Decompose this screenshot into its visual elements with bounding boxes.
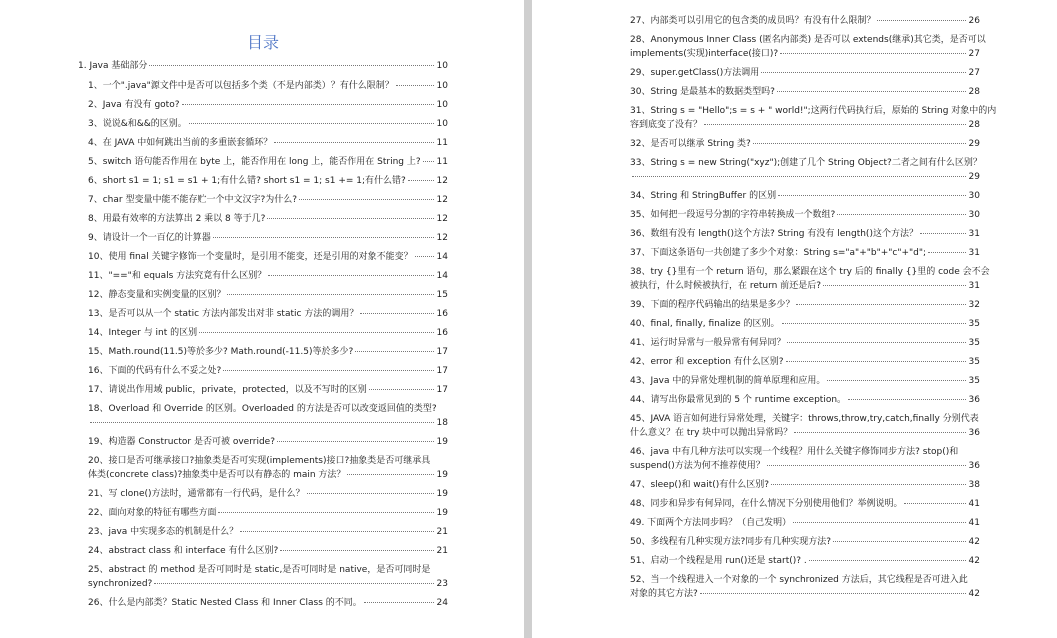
toc-entry-text: 11、"=="和 equals 方法究竟有什么区别？ bbox=[88, 271, 267, 281]
toc-entry-text: 体类(concrete class)?抽象类中是否可以有静态的 main 方法？ bbox=[88, 470, 346, 480]
dot-leader bbox=[928, 252, 965, 253]
toc-entry-text: 5、switch 语句能否作用在 byte 上，能否作用在 long 上，能否作用在 String 上? bbox=[88, 157, 421, 167]
dot-leader bbox=[280, 550, 433, 551]
dot-leader bbox=[360, 313, 433, 314]
toc-entry-text: 44、请写出你最常见到的 5 个 runtime exception。 bbox=[630, 395, 847, 405]
dot-leader bbox=[833, 541, 966, 542]
toc-entry-text: 25、abstract 的 method 是否可同时是 static,是否可同时是 native，是否可同时是 bbox=[88, 565, 431, 575]
dot-leader bbox=[920, 233, 966, 234]
dot-leader bbox=[793, 522, 965, 523]
toc-page-number: 12 bbox=[436, 176, 448, 186]
toc-entry-text: 52、当一个线程进入一个对象的一个 synchronized 方法后，其它线程是否可进入此 bbox=[630, 575, 968, 585]
dot-leader bbox=[199, 332, 433, 333]
toc-entry[interactable] bbox=[78, 435, 448, 449]
toc-entry-text: 14、Integer 与 int 的区别 bbox=[88, 328, 198, 338]
toc-entry[interactable] bbox=[620, 85, 980, 99]
dot-leader bbox=[182, 104, 434, 105]
toc-entry-text: 10、使用 final 关键字修饰一个变量时，是引用不能变，还是引用的对象不能变？ bbox=[88, 252, 413, 262]
dot-leader bbox=[848, 399, 965, 400]
toc-page-number: 38 bbox=[968, 480, 980, 490]
toc-entry-text: 9、请设计一个一百亿的计算器 bbox=[88, 233, 211, 243]
toc-entry[interactable] bbox=[620, 246, 980, 260]
toc-entry-text: 7、char 型变量中能不能存贮一个中文汉字?为什么? bbox=[88, 195, 298, 205]
toc-list-left bbox=[78, 59, 448, 610]
toc-page-number: 29 bbox=[968, 172, 980, 182]
dot-leader bbox=[827, 380, 965, 381]
toc-page-number: 36 bbox=[968, 395, 980, 405]
toc-entry-text: 21、写 clone()方法时，通常都有一行代码，是什么？ bbox=[88, 489, 305, 499]
toc-entry-text: 22、面向对象的特征有哪些方面 bbox=[88, 508, 217, 518]
toc-entry-text: 13、是否可以从一个 static 方法内部发出对非 static 方法的调用？ bbox=[88, 309, 359, 319]
toc-entry-text: 32、是否可以继承 String 类? bbox=[630, 139, 751, 149]
dot-leader bbox=[355, 351, 433, 352]
toc-entry[interactable] bbox=[620, 227, 980, 241]
toc-entry[interactable] bbox=[78, 525, 448, 539]
toc-page-number: 27 bbox=[968, 49, 980, 59]
toc-entry-text: 3、说说&和&&的区别。 bbox=[88, 119, 187, 129]
toc-entry-text: 对象的其它方法? bbox=[630, 589, 698, 599]
dot-leader bbox=[277, 441, 434, 442]
dot-leader bbox=[218, 512, 433, 513]
toc-page-number: 35 bbox=[968, 357, 980, 367]
dot-leader bbox=[347, 474, 433, 475]
toc-page-number: 18 bbox=[436, 418, 448, 428]
dot-leader bbox=[299, 199, 434, 200]
toc-entry-text: 28、Anonymous Inner Class (匿名内部类) 是否可以 extends(继承)其它类，是否可以 bbox=[630, 35, 986, 45]
toc-entry-text: 31、String s = "Hello";s = s + " world!";这两行代码执行后，原始的 String 对象中的内 bbox=[630, 106, 997, 116]
toc-page-number: 14 bbox=[436, 271, 448, 281]
toc-entry[interactable] bbox=[620, 336, 980, 350]
toc-entry[interactable] bbox=[78, 136, 448, 150]
toc-entry-text: 33、String s = new String("xyz");创建了几个 String Object?二者之间有什么区别？ bbox=[630, 158, 982, 168]
dot-leader bbox=[369, 389, 434, 390]
toc-entry[interactable] bbox=[620, 516, 980, 530]
toc-page-number: 11 bbox=[436, 157, 448, 167]
toc-entry-text: 48、同步和异步有何异同，在什么情况下分别使用他们？举例说明。 bbox=[630, 499, 903, 509]
toc-entry-text: 1、一个".java"源文件中是否可以包括多个类（不是内部类）？有什么限制？ bbox=[88, 81, 394, 91]
toc-page-number: 17 bbox=[436, 347, 448, 357]
toc-entry[interactable] bbox=[78, 402, 448, 430]
toc-entry[interactable] bbox=[620, 374, 980, 388]
toc-entry[interactable] bbox=[620, 14, 980, 28]
toc-entry-text: 46、java 中有几种方法可以实现一个线程？用什么关键字修饰同步方法? stop()和 bbox=[630, 447, 959, 457]
toc-entry-text: 23、java 中实现多态的机制是什么？ bbox=[88, 527, 239, 537]
toc-entry[interactable] bbox=[78, 563, 448, 591]
dot-leader bbox=[796, 304, 965, 305]
dot-leader bbox=[223, 370, 433, 371]
dot-leader bbox=[396, 85, 434, 86]
toc-page-number: 36 bbox=[968, 428, 980, 438]
toc-page-number: 42 bbox=[968, 589, 980, 599]
toc-page-number: 24 bbox=[436, 598, 448, 608]
dot-leader bbox=[837, 214, 965, 215]
toc-entry-text: 39、下面的程序代码输出的结果是多少？ bbox=[630, 300, 795, 310]
toc-entry-text: 40、final, finally, finalize 的区别。 bbox=[630, 319, 780, 329]
dot-leader bbox=[780, 53, 965, 54]
dot-leader bbox=[767, 465, 966, 466]
toc-entry-text: 29、super.getClass()方法调用 bbox=[630, 68, 760, 78]
toc-entry[interactable] bbox=[620, 445, 980, 473]
left-page bbox=[0, 0, 524, 638]
toc-page-number: 28 bbox=[968, 87, 980, 97]
toc-entry[interactable] bbox=[78, 383, 448, 397]
toc-entry[interactable] bbox=[78, 231, 448, 245]
toc-entry[interactable] bbox=[620, 208, 980, 222]
toc-page-number: 42 bbox=[968, 537, 980, 547]
toc-entry[interactable] bbox=[78, 596, 448, 610]
toc-entry-text: 2、Java 有没有 goto? bbox=[88, 100, 180, 110]
toc-entry[interactable] bbox=[620, 497, 980, 511]
toc-page-number: 30 bbox=[968, 191, 980, 201]
toc-entry-text: 35、如何把一段逗号分割的字符串转换成一个数组? bbox=[630, 210, 836, 220]
toc-entry-text: synchronized? bbox=[88, 579, 153, 589]
toc-entry[interactable] bbox=[620, 33, 986, 61]
toc-entry[interactable] bbox=[78, 307, 448, 321]
toc-entry[interactable] bbox=[620, 265, 990, 293]
toc-page-number: 12 bbox=[436, 214, 448, 224]
toc-page-number: 17 bbox=[436, 366, 448, 376]
toc-page-number: 42 bbox=[968, 556, 980, 566]
toc-entry[interactable] bbox=[620, 104, 997, 132]
toc-entry-text: 6、short s1 = 1; s1 = s1 + 1;有什么错? short s1 = 1; s1 += 1;有什么错? bbox=[88, 176, 406, 186]
toc-entry-text: 16、下面的代码有什么不妥之处? bbox=[88, 366, 222, 376]
dot-leader bbox=[794, 432, 965, 433]
right-page bbox=[532, 0, 1057, 638]
dot-leader bbox=[267, 218, 433, 219]
toc-entry[interactable] bbox=[78, 487, 448, 501]
toc-entry-text: 24、abstract class 和 interface 有什么区别? bbox=[88, 546, 279, 556]
toc-entry-text: 8、用最有效率的方法算出 2 乘以 8 等于几? bbox=[88, 214, 266, 224]
toc-entry-text: 17、请说出作用域 public，private，protected，以及不写时的区别 bbox=[88, 385, 367, 395]
toc-entry[interactable] bbox=[78, 269, 448, 283]
toc-entry[interactable] bbox=[78, 454, 448, 482]
toc-page-number: 11 bbox=[436, 138, 448, 148]
toc-page-number: 16 bbox=[436, 328, 448, 338]
toc-page-number: 35 bbox=[968, 376, 980, 386]
dot-leader bbox=[786, 361, 966, 362]
toc-entry[interactable] bbox=[620, 535, 980, 549]
dot-leader bbox=[90, 422, 434, 423]
toc-page-number: 32 bbox=[968, 300, 980, 310]
dot-leader bbox=[274, 142, 433, 143]
toc-entry[interactable] bbox=[78, 506, 448, 520]
toc-page-number: 31 bbox=[968, 248, 980, 258]
toc-page-number: 26 bbox=[968, 16, 980, 26]
toc-page-number: 19 bbox=[436, 489, 448, 499]
toc-page-number: 41 bbox=[968, 499, 980, 509]
toc-entry[interactable] bbox=[620, 298, 980, 312]
toc-entry-text: 42、error 和 exception 有什么区别? bbox=[630, 357, 784, 367]
dot-leader bbox=[823, 285, 966, 286]
toc-entry[interactable] bbox=[620, 393, 980, 407]
toc-entry-text: 30、String 是最基本的数据类型吗? bbox=[630, 87, 775, 97]
dot-leader bbox=[415, 256, 434, 257]
toc-page-number: 17 bbox=[436, 385, 448, 395]
dot-leader bbox=[809, 560, 966, 561]
toc-entry-text: 15、Math.round(11.5)等於多少? Math.round(-11.5)等於多少? bbox=[88, 347, 354, 357]
dot-leader bbox=[632, 176, 966, 177]
toc-entry-text: 34、String 和 StringBuffer 的区别 bbox=[630, 191, 777, 201]
toc-entry-text: 26、什么是内部类？Static Nested Class 和 Inner Class 的不同。 bbox=[88, 598, 362, 608]
toc-entry-text: 45、JAVA 语言如何进行异常处理，关键字：throws,throw,try,catch,finally 分别代表 bbox=[630, 414, 979, 424]
dot-leader bbox=[408, 180, 434, 181]
toc-page-number: 30 bbox=[968, 210, 980, 220]
toc-entry-text: 被执行，什么时候被执行，在 return 前还是后? bbox=[630, 281, 822, 291]
dot-leader bbox=[213, 237, 434, 238]
toc-entry[interactable] bbox=[78, 544, 448, 558]
toc-entry-text: 1. Java 基础部分 bbox=[78, 61, 148, 71]
toc-entry[interactable] bbox=[620, 554, 980, 568]
toc-entry[interactable] bbox=[620, 66, 980, 80]
toc-page-number: 29 bbox=[968, 139, 980, 149]
toc-entry-text: 什么意义？在 try 块中可以抛出异常吗？ bbox=[630, 428, 793, 438]
toc-page-number: 28 bbox=[968, 120, 980, 130]
toc-list-right bbox=[620, 14, 997, 601]
toc-entry-text: suspend()方法为何不推荐使用？ bbox=[630, 461, 765, 471]
dot-leader bbox=[753, 143, 966, 144]
toc-page-number: 12 bbox=[436, 233, 448, 243]
toc-entry[interactable] bbox=[78, 345, 448, 359]
dot-leader bbox=[189, 123, 434, 124]
toc-entry-text: 50、多线程有几种实现方法?同步有几种实现方法? bbox=[630, 537, 832, 547]
toc-entry[interactable] bbox=[620, 478, 980, 492]
dot-leader bbox=[364, 602, 434, 603]
dot-leader bbox=[154, 583, 433, 584]
toc-entry-text: 20、接口是否可继承接口?抽象类是否可实现(implements)接口?抽象类是否可继承具 bbox=[88, 456, 431, 466]
toc-entry-text: 12、静态变量和实例变量的区别？ bbox=[88, 290, 226, 300]
dot-leader bbox=[761, 72, 965, 73]
toc-entry[interactable] bbox=[78, 59, 448, 73]
toc-page-number: 21 bbox=[436, 546, 448, 556]
toc-entry-text: 4、在 JAVA 中如何跳出当前的多重嵌套循环？ bbox=[88, 138, 273, 148]
toc-entry-text: 36、数组有没有 length()这个方法? String 有没有 length()这个方法？ bbox=[630, 229, 918, 239]
dot-leader bbox=[778, 195, 965, 196]
toc-page-number: 23 bbox=[436, 579, 448, 589]
toc-entry[interactable] bbox=[78, 117, 448, 131]
toc-entry[interactable] bbox=[78, 98, 448, 112]
toc-page-number: 19 bbox=[436, 508, 448, 518]
dot-leader bbox=[268, 275, 433, 276]
toc-entry[interactable] bbox=[620, 317, 980, 331]
dot-leader bbox=[307, 493, 434, 494]
toc-page-number: 19 bbox=[436, 470, 448, 480]
toc-page-number: 14 bbox=[436, 252, 448, 262]
toc-page-number: 19 bbox=[436, 437, 448, 447]
toc-entry[interactable] bbox=[620, 156, 980, 184]
toc-entry-text: 37、下面这条语句一共创建了多少个对象：String s="a"+"b"+"c"+"d"; bbox=[630, 248, 927, 258]
toc-page-number: 31 bbox=[968, 229, 980, 239]
toc-entry-text: 41、运行时异常与一般异常有何异同？ bbox=[630, 338, 786, 348]
toc-entry[interactable] bbox=[620, 189, 980, 203]
toc-page-number: 41 bbox=[968, 518, 980, 528]
toc-entry-text: 47、sleep()和 wait()有什么区别? bbox=[630, 480, 770, 490]
toc-entry[interactable] bbox=[78, 364, 448, 378]
toc-page-number: 12 bbox=[436, 195, 448, 205]
toc-entry[interactable] bbox=[78, 193, 448, 207]
dot-leader bbox=[771, 484, 966, 485]
toc-page-number: 16 bbox=[436, 309, 448, 319]
toc-entry-text: 容到底变了没有？ bbox=[630, 120, 703, 130]
toc-entry-text: 38、try {}里有一个 return 语句，那么紧跟在这个 try 后的 finally {}里的 code 会不会 bbox=[630, 267, 990, 277]
toc-entry-text: 18、Overload 和 Override 的区别。Overloaded 的方法是否可以改变返回值的类型? bbox=[88, 404, 437, 414]
toc-page-number: 35 bbox=[968, 338, 980, 348]
toc-entry[interactable] bbox=[78, 79, 448, 93]
toc-page-number: 27 bbox=[968, 68, 980, 78]
toc-entry-text: 19、构造器 Constructor 是否可被 override? bbox=[88, 437, 275, 447]
toc-page-number: 15 bbox=[436, 290, 448, 300]
toc-entry-text: 51、启动一个线程是用 run()还是 start()? . bbox=[630, 556, 807, 566]
toc-page-number: 10 bbox=[436, 81, 448, 91]
toc-title: 目录 bbox=[246, 33, 279, 52]
toc-page-number: 21 bbox=[436, 527, 448, 537]
toc-entry[interactable] bbox=[78, 250, 448, 264]
toc-entry[interactable] bbox=[620, 412, 980, 440]
toc-entry-text: 43、Java 中的异常处理机制的简单原理和应用。 bbox=[630, 376, 826, 386]
dot-leader bbox=[787, 342, 965, 343]
toc-entry-text: 49. 下面两个方法同步吗？（自己发明） bbox=[630, 518, 792, 528]
toc-entry[interactable] bbox=[78, 212, 448, 226]
dot-leader bbox=[149, 65, 433, 66]
toc-entry-text: 27、内部类可以引用它的包含类的成员吗？有没有什么限制？ bbox=[630, 16, 876, 26]
toc-page-number: 10 bbox=[436, 100, 448, 110]
toc-entry[interactable] bbox=[78, 155, 448, 169]
dot-leader bbox=[904, 503, 965, 504]
toc-entry[interactable] bbox=[78, 326, 448, 340]
dot-leader bbox=[777, 91, 966, 92]
toc-page-number: 10 bbox=[436, 61, 448, 71]
toc-page-number: 10 bbox=[436, 119, 448, 129]
dot-leader bbox=[704, 124, 966, 125]
toc-entry[interactable] bbox=[78, 288, 448, 302]
toc-entry[interactable] bbox=[620, 137, 980, 151]
dot-leader bbox=[700, 593, 966, 594]
toc-page-number: 36 bbox=[968, 461, 980, 471]
dot-leader bbox=[782, 323, 966, 324]
toc-entry-text: implements(实现)interface(接口)? bbox=[630, 49, 779, 59]
dot-leader bbox=[423, 161, 434, 162]
dot-leader bbox=[227, 294, 433, 295]
toc-entry[interactable] bbox=[620, 573, 980, 601]
dot-leader bbox=[240, 531, 433, 532]
toc-entry[interactable] bbox=[620, 355, 980, 369]
toc-page-number: 31 bbox=[968, 281, 980, 291]
toc-page-number: 35 bbox=[968, 319, 980, 329]
toc-entry[interactable] bbox=[78, 174, 448, 188]
dot-leader bbox=[877, 20, 965, 21]
page-gap bbox=[524, 0, 532, 638]
